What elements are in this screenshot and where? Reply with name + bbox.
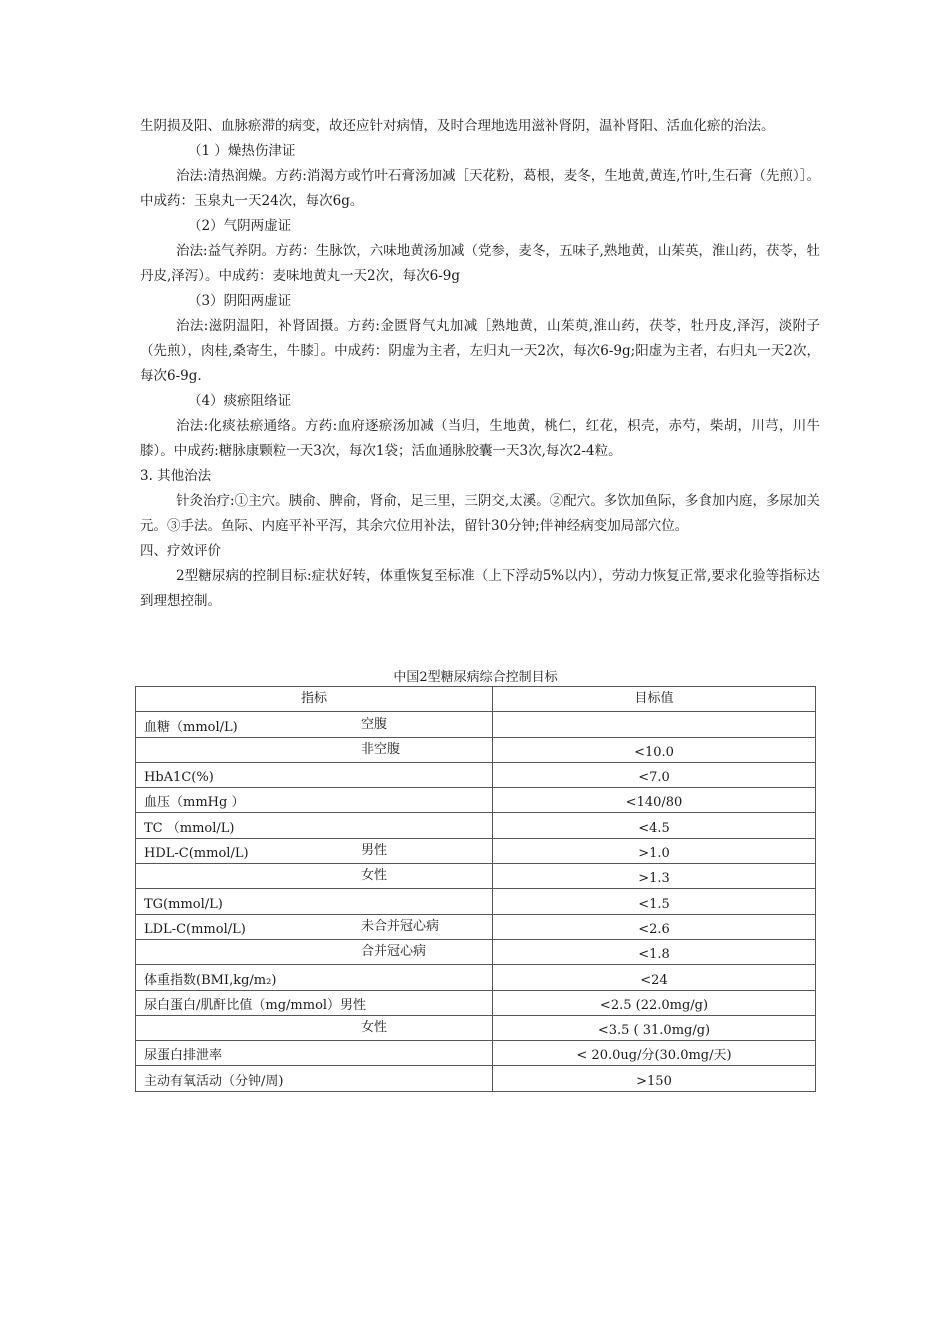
paragraph: 生阴损及阳、血脉瘀滞的病变，故还应针对病情，及时合理地选用滋补肾阴，温补肾阳、活血化瘀的治法。 — [140, 118, 775, 134]
indicator-subgroup: 未合并冠心病 — [361, 918, 440, 934]
header-indicator: 指标 — [136, 687, 493, 712]
indicator-cell — [136, 712, 493, 737]
indicator-cell — [136, 889, 493, 914]
paragraph: 治法:清热润燥。方药:消渴方或竹叶石膏汤加减［天花粉，葛根，麦冬，生地黄,黄连,竹叶,生石膏（先煎）］。中成药：玉泉丸一天24次，每次6g。 — [140, 168, 820, 209]
indicator-cell — [136, 965, 493, 990]
indicator-subgroup: 非空腹 — [361, 741, 401, 757]
indicator-cell — [136, 864, 493, 889]
section-subheading: （4）痰瘀阻络证 — [188, 393, 292, 409]
indicator-label: 尿白蛋白/肌酐比值（mg/mmol）男性 — [144, 997, 367, 1013]
target-value-cell: <1.5 — [493, 889, 816, 914]
target-value-cell: < 20.0ug/分(30.0mg/天) — [493, 1041, 816, 1066]
indicator-subgroup: 女性 — [361, 1020, 388, 1036]
table-row — [136, 1041, 816, 1066]
target-value-cell — [493, 712, 816, 737]
target-value-cell: <2.6 — [493, 914, 816, 939]
target-value-cell: <10.0 — [493, 737, 816, 762]
target-value-cell: >1.3 — [493, 864, 816, 889]
section-subheading: （2）气阴两虚证 — [188, 218, 292, 234]
indicator-label: HDL-C(mmol/L) — [144, 846, 249, 862]
target-value-cell: <1.8 — [493, 939, 816, 964]
table-row — [136, 990, 816, 1015]
table-row — [136, 1015, 816, 1040]
target-value-cell: <140/80 — [493, 788, 816, 813]
indicator-label: HbA1C(%) — [144, 770, 214, 786]
table-header-row — [136, 687, 816, 712]
target-value-cell: >150 — [493, 1066, 816, 1091]
indicator-cell — [136, 990, 493, 1015]
table-row — [136, 1066, 816, 1091]
paragraph: 3. 其他治法 — [140, 468, 212, 484]
section-subheading: （3）阴阳两虚证 — [188, 293, 292, 309]
indicator-label: 血压（mmHg ） — [144, 795, 245, 811]
table-caption: 中国2型糖尿病综合控制目标 — [393, 670, 558, 685]
indicator-cell — [136, 813, 493, 838]
indicator-label: LDL-C(mmol/L) — [144, 921, 246, 937]
target-value-cell: <2.5 (22.0mg/g) — [493, 990, 816, 1015]
indicator-cell — [136, 788, 493, 813]
indicator-cell — [136, 939, 493, 964]
table-row — [136, 939, 816, 964]
indicator-subgroup: 男性 — [361, 843, 388, 859]
target-value-cell: <3.5 ( 31.0mg/g) — [493, 1015, 816, 1040]
indicator-subgroup: 空腹 — [361, 716, 388, 732]
indicator-cell — [136, 737, 493, 762]
body-text — [140, 114, 820, 614]
indicator-cell — [136, 762, 493, 787]
table-row — [136, 813, 816, 838]
paragraph: 治法:益气养阴。方药：生脉饮，六味地黄汤加减（党参，麦冬，五味子,熟地黄，山茱英，淮山药，茯苓，牡丹皮,泽泻）。中成药：麦味地黄丸一天2次，每次6-9g — [140, 243, 820, 284]
indicator-cell — [136, 1041, 493, 1066]
table-row — [136, 737, 816, 762]
table-row — [136, 712, 816, 737]
table-row — [136, 762, 816, 787]
indicator-label: TG(mmol/L) — [144, 896, 223, 912]
indicator-subgroup: 女性 — [361, 868, 388, 884]
table-row — [136, 838, 816, 863]
section-subheading: （1 ）燥热伤津证 — [188, 143, 296, 159]
indicator-label: 血糖（mmol/L) — [144, 719, 238, 735]
target-value-cell: <24 — [493, 965, 816, 990]
indicator-label: 体重指数(BMI,kg/m₂) — [144, 972, 277, 988]
table-row — [136, 965, 816, 990]
table-row — [136, 864, 816, 889]
paragraph: 针灸治疗:①主穴。胰俞、脾俞，肾俞，足三里，三阴交,太溪。②配穴。多饮加鱼际，多食加内庭，多尿加关元。③手法。鱼际、内庭平补平泻，其余穴位用补法，留针30分钟;伴神经病变加局部穴位。 — [140, 493, 820, 534]
indicator-subgroup: 合并冠心病 — [361, 944, 427, 960]
target-value-cell: <7.0 — [493, 762, 816, 787]
table-row — [136, 914, 816, 939]
indicator-cell — [136, 1066, 493, 1091]
header-target: 目标值 — [493, 687, 816, 712]
indicator-label: TC （mmol/L) — [144, 820, 235, 836]
indicator-label: 主动有氧活动（分钟/周) — [144, 1073, 284, 1089]
target-value-cell: >1.0 — [493, 838, 816, 863]
indicator-cell — [136, 838, 493, 863]
target-value-cell: <4.5 — [493, 813, 816, 838]
paragraph: 2型糖尿病的控制目标:症状好转，体重恢复至标准（上下浮动5%以内），劳动力恢复正常,要求化验等指标达到理想控制。 — [140, 568, 820, 609]
table-row — [136, 788, 816, 813]
indicator-label: 尿蛋白排泄率 — [144, 1048, 223, 1064]
control-targets-table — [135, 686, 816, 1092]
paragraph: 治法:滋阴温阳，补肾固摄。方药:金匮肾气丸加减［熟地黄，山茱萸,淮山药，茯苓，牡丹皮,泽泻，淡附子（先煎），肉桂,桑寄生，牛膝］。中成药：阴虚为主者，左归丸一天2次，每次6-9g;阳虚为主者，右归丸一天2次，每次6-9g. — [140, 318, 820, 384]
indicator-cell — [136, 914, 493, 939]
paragraph: 四、疗效评价 — [140, 543, 221, 559]
paragraph: 治法:化痰祛瘀通络。方药:血府逐瘀汤加减（当归，生地黄，桃仁，红花，枳壳，赤芍，柴胡，川芎，川牛膝）。中成药:糖脉康颗粒一天3次，每次1袋；活血通脉胶囊一天3次,每次2-4粒。 — [140, 418, 820, 459]
indicator-cell — [136, 1015, 493, 1040]
table-row — [136, 889, 816, 914]
